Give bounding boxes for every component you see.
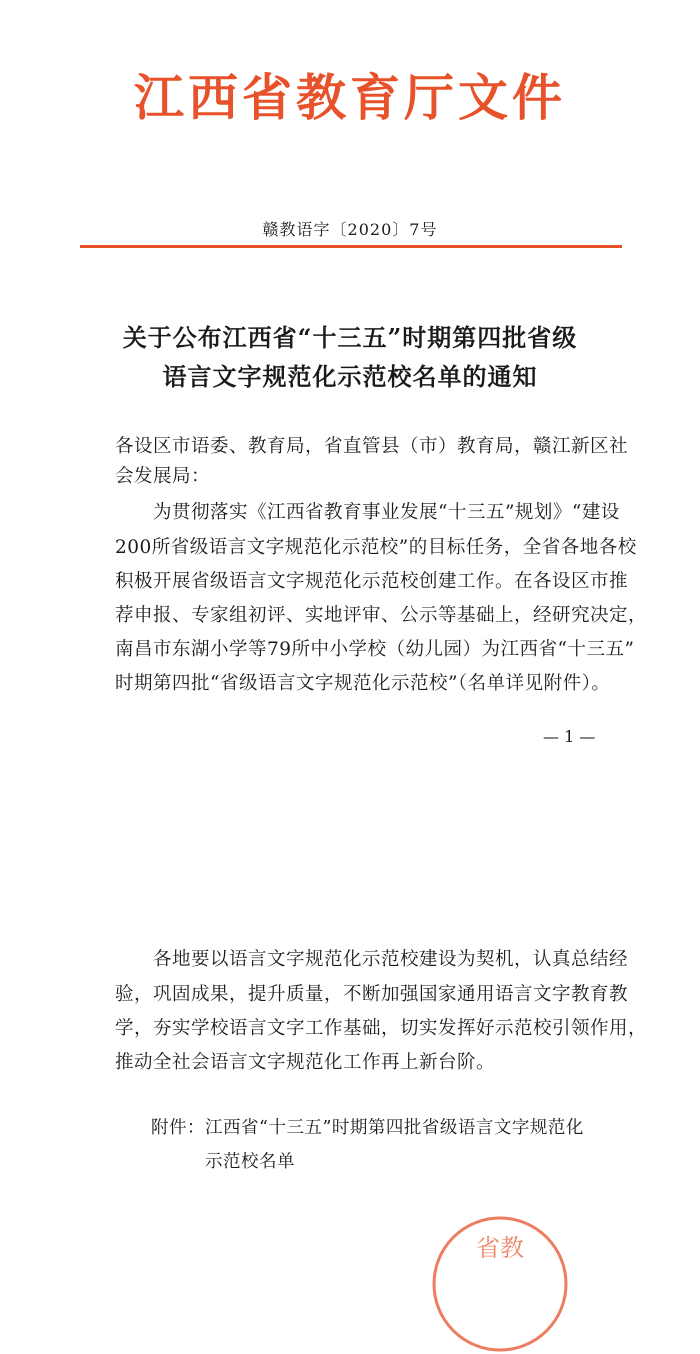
body-line: 学，夯实学校语言文字工作基础，切实发挥好示范校引领作用， [115,1018,648,1039]
red-separator-line [80,245,622,248]
notice-title-line-1: 关于公布江西省“十三五”时期第四批省级 [122,323,578,352]
body-line: 200所省级语言文字规范化示范校”的目标任务，全省各地各校 [115,537,637,558]
seal-text: 省教 [476,1234,524,1262]
document-number: 赣教语字〔2020〕7号 [262,220,438,239]
body-line: 为贯彻落实《江西省教育事业发展“十三五”规划》“建设 [115,502,620,523]
body-line: 荐申报、专家组初评、实地评审、公示等基础上，经研究决定， [115,605,648,626]
body-line: 南昌市东湖小学等79所中小学校（幼儿园）为江西省“十三五” [115,639,635,660]
page-number: — 1 — [543,727,596,746]
notice-title-line-2: 语言文字规范化示范校名单的通知 [162,362,538,391]
body-line: 验，巩固成果，提升质量，不断加强国家通用语言文字教育教 [115,984,629,1005]
body-line: 积极开展省级语言文字规范化示范校创建工作。在各设区市推 [115,571,629,592]
body-line: 时期第四批“省级语言文字规范化示范校”（名单详见附件）。 [115,673,611,694]
official-seal-stamp [430,1214,570,1354]
body-line: 会发展局： [115,466,211,487]
body-line: 各地要以语言文字规范化示范校建设为契机，认真总结经 [115,949,629,970]
attachment-line: 示范校名单 [115,1152,295,1172]
issuing-authority-title: 江西省教育厅文件 [134,69,566,127]
body-line: 推动全社会语言文字规范化工作再上新台阶。 [115,1052,496,1073]
body-line: 各设区市语委、教育局，省直管县（市）教育局，赣江新区社 [115,436,629,457]
attachment-line: 附件：江西省“十三五”时期第四批省级语言文字规范化 [115,1118,584,1138]
